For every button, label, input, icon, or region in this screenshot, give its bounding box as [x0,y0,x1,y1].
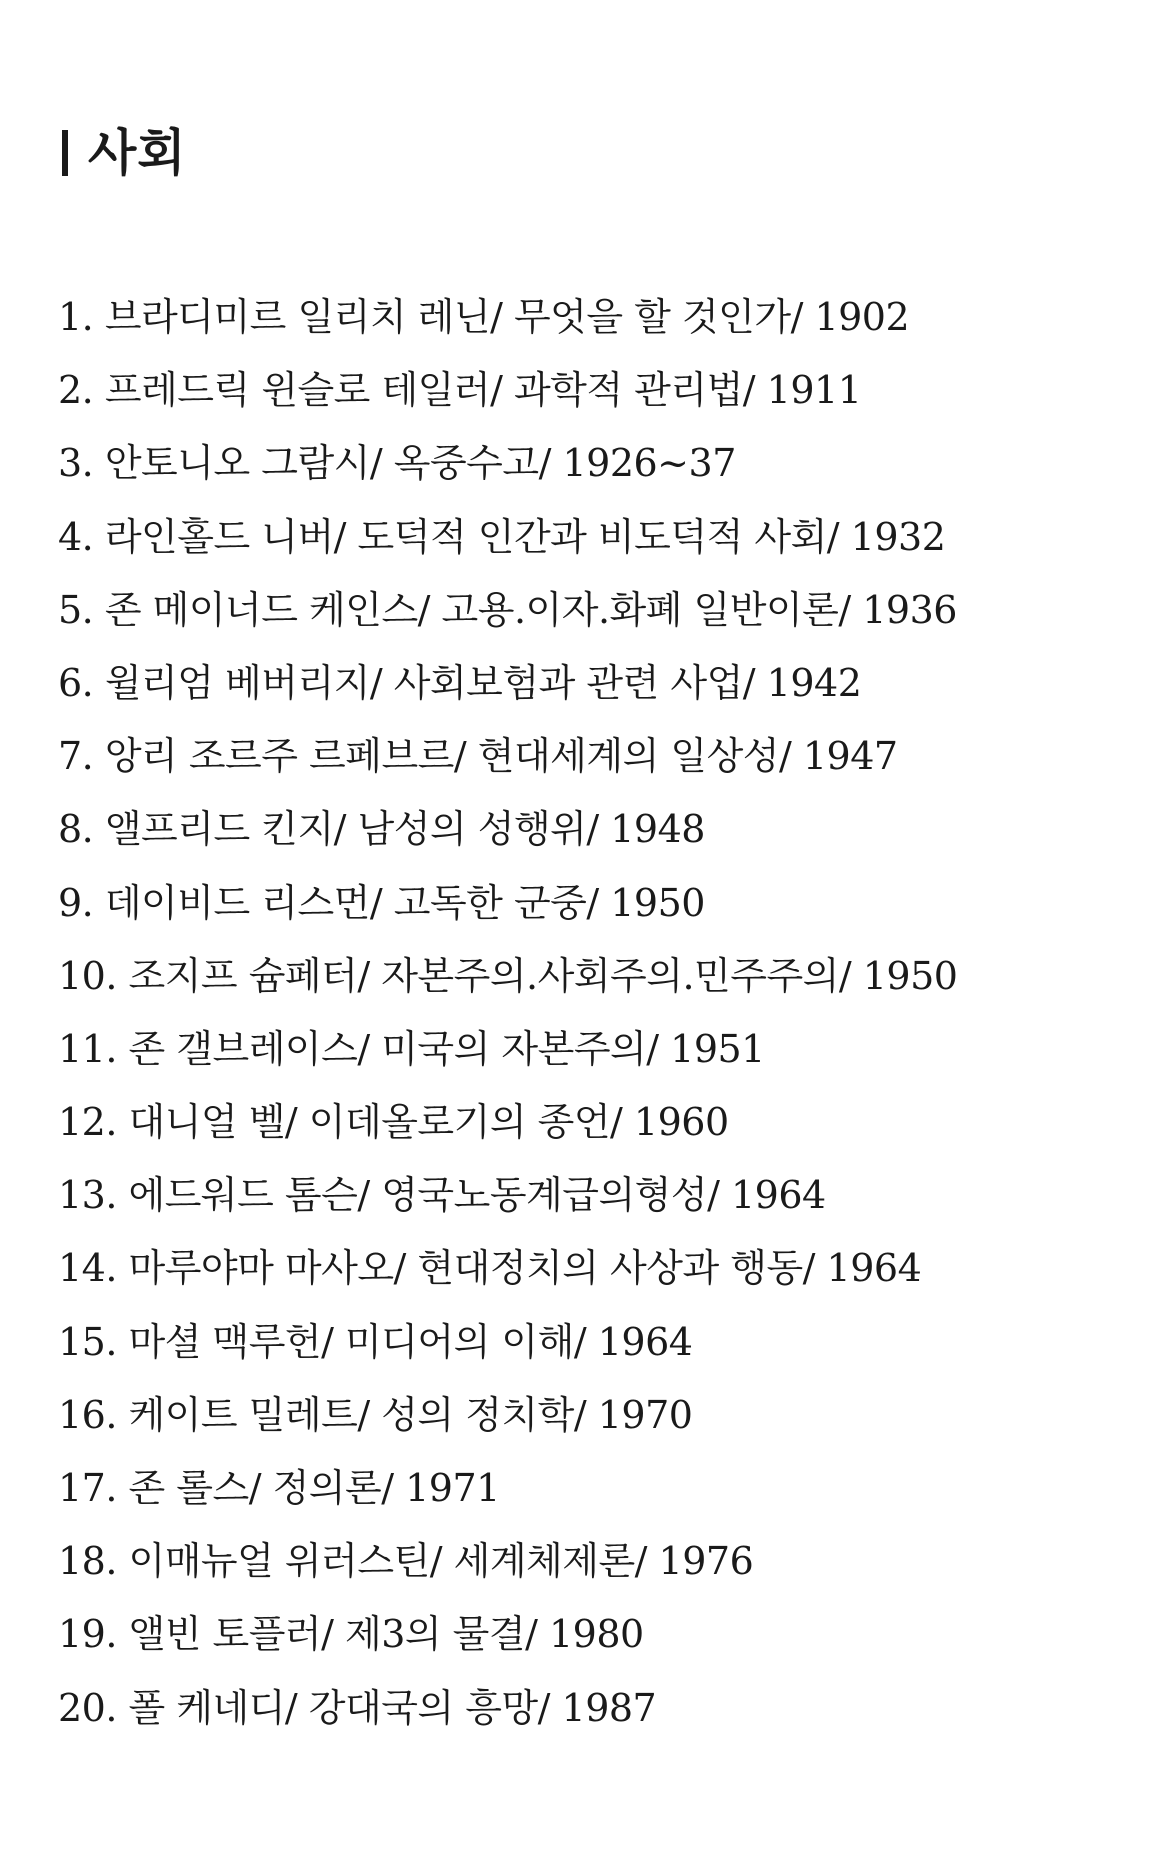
list-item: 3. 안토니오 그람시/ 옥중수고/ 1926~37 [58,441,736,486]
list-item: 12. 대니얼 벨/ 이데올로기의 종언/ 1960 [58,1100,729,1145]
list-item: 4. 라인홀드 니버/ 도덕적 인간과 비도덕적 사회/ 1932 [58,514,946,559]
list-item: 1. 브라디미르 일리치 레닌/ 무엇을 할 것인가/ 1902 [58,295,910,339]
list-item: 6. 윌리엄 베버리지/ 사회보험과 관련 사업/ 1942 [58,660,862,705]
list-item: 13. 에드워드 톰슨/ 영국노동계급의형성/ 1964 [58,1173,826,1218]
list-item: 10. 조지프 슘페터/ 자본주의.사회주의.민주주의/ 1950 [58,953,958,998]
list-item: 17. 존 롤스/ 정의론/ 1971 [58,1466,500,1510]
book-list [58,281,957,1745]
list-item: 15. 마셜 맥루헌/ 미디어의 이해/ 1964 [58,1319,693,1364]
heading-bar-marker [62,130,68,176]
list-item: 19. 앨빈 토플러/ 제3의 물결/ 1980 [58,1612,644,1657]
list-item: 14. 마루야마 마사오/ 현대정치의 사상과 행동/ 1964 [58,1246,922,1291]
list-item: 8. 앨프리드 킨지/ 남성의 성행위/ 1948 [58,807,705,852]
list-item: 20. 폴 케네디/ 강대국의 흥망/ 1987 [58,1685,657,1730]
list-item: 18. 이매뉴얼 위러스틴/ 세계체제론/ 1976 [58,1539,754,1584]
list-item: 16. 케이트 밀레트/ 성의 정치학/ 1970 [58,1392,693,1437]
list-item: 5. 존 메이너드 케인스/ 고용.이자.화폐 일반이론/ 1936 [58,587,957,632]
list-item: 7. 앙리 조르주 르페브르/ 현대세계의 일상성/ 1947 [58,734,898,779]
section-title: 사회 [88,124,187,182]
list-item: 2. 프레드릭 윈슬로 테일러/ 과학적 관리법/ 1911 [58,368,862,413]
list-item: 11. 존 갤브레이스/ 미국의 자본주의/ 1951 [58,1026,765,1071]
section-heading [62,118,187,188]
list-item: 9. 데이비드 리스먼/ 고독한 군중/ 1950 [58,880,705,925]
